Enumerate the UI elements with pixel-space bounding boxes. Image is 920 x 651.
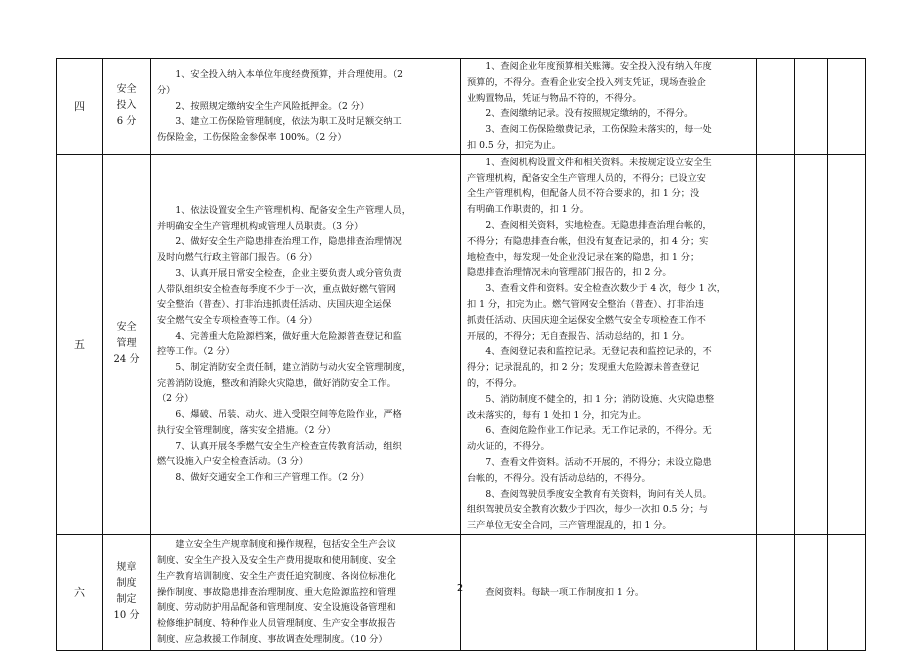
item-number: 六: [57, 534, 103, 650]
assessment-method: [461, 59, 757, 155]
content-line: 检修维护制度、特种作业人员管理制度、生产安全事故报告: [157, 617, 396, 629]
content-line: 1、依法设置安全生产管理机构、配备安全生产管理人员，: [175, 205, 411, 217]
method-line: 台帐的，不得分。没有活动总结的，不得分。: [467, 472, 651, 484]
item-title-line: 管理: [116, 338, 137, 350]
content-line: 2、按照规定缴纳安全生产风险抵押金。（2 分）: [175, 100, 370, 112]
content-line: 5、制定消防安全责任制，建立消防与动火安全管理制度，: [175, 362, 411, 374]
method-line: 动火证的，不得分。: [467, 441, 550, 453]
content-line: 7、认真开展冬季燃气安全生产检查宣传教育活动，组织: [175, 440, 402, 452]
method-line: 改未落实的，每有 1 处扣 1 分，扣完为止。: [467, 409, 647, 421]
content-line: 3、认真开展日常安全检查，企业主要负责人或分管负责: [175, 267, 402, 279]
assessment-method: [461, 534, 757, 650]
content-line: 分）: [157, 84, 176, 96]
item-title: [103, 534, 151, 650]
empty-score-cell: [757, 534, 795, 650]
content-line: 并明确安全生产管理机构或管理人员职责。（3 分）: [157, 220, 364, 232]
assessment-method: [461, 154, 757, 534]
method-line: 扣 0.5 分，扣完为止。: [467, 139, 561, 151]
method-line: 1、查阅企业年度预算相关账簿。安全投入没有纳入年度: [485, 61, 712, 72]
method-line: 业购置物品，凭证与物品不符的，不得分。: [467, 92, 642, 104]
content-line: 2、做好安全生产隐患排查治理工作，隐患排查治理情况: [175, 236, 402, 248]
content-line: 控等工作。（2 分）: [157, 346, 235, 358]
method-line: 2、查阅相关资料，实地检查。无隐患排查治理台帐的，: [485, 219, 712, 231]
item-title: [103, 154, 151, 534]
empty-score-cell: [757, 59, 795, 155]
method-line: 组织驾驶员安全教育次数少于四次，每少一次扣 0.5 分；与: [467, 504, 708, 516]
method-line: 抓责任活动、庆国庆迎全运保安全燃气安全专项检查工作不: [467, 314, 706, 326]
item-title-line: 安全: [116, 322, 137, 334]
empty-score-cell: [828, 154, 866, 534]
method-line: 产管理机构，配备安全生产管理人员的，不得分；已设立安: [467, 172, 706, 184]
method-line: 7、查看文件资料。活动不开展的，不得分；未设立隐患: [485, 456, 712, 468]
item-title-line: 规章: [116, 562, 137, 574]
method-line: 3、查看文件和资料。安全检查次数少于 4 次，每少 1 次，: [485, 283, 726, 295]
method-line: 8、查阅驾驶员季度安全教育有关资料，询问有关人员。: [485, 488, 712, 500]
content-line: 及时向燃气行政主管部门报告。（6 分）: [157, 252, 318, 264]
method-line: 6、查阅危险作业工作记录。无工作记录的，不得分。无: [485, 425, 712, 437]
content-line: 制度、应急救援工作制度、事故调查处理制度。（10 分）: [157, 633, 388, 645]
item-score: 6 分: [116, 116, 137, 128]
content-line: 执行安全管理制度，落实安全措施。（2 分）: [157, 424, 336, 436]
empty-score-cell: [757, 154, 795, 534]
content-line: 生产教育培训制度、安全生产责任追究制度、各岗位标准化: [157, 570, 396, 582]
content-line: 操作制度、事故隐患排查治理制度、重大危险源监控和管理: [157, 586, 396, 598]
item-title-line: 制度: [116, 578, 137, 590]
safety-assessment-table: [56, 58, 866, 651]
item-score: 24 分: [113, 354, 140, 366]
method-line: 开展的，不得分；无自查报告、活动总结的，扣 1 分。: [467, 330, 690, 342]
item-title-line: 投入: [116, 100, 137, 112]
content-line: 制度、劳动防护用品配备和管理制度、安全设施设备管理和: [157, 602, 396, 614]
method-line: 全生产管理机构，但配备人员不符合要求的，扣 1 分；没: [467, 188, 700, 200]
method-line: 4、查阅登记表和监控记录。无登记表和监控记录的，不: [485, 346, 712, 358]
method-line: 1、查阅机构设置文件和相关资料。未按规定设立安全生: [485, 156, 712, 168]
item-title-line: 安全: [116, 84, 137, 96]
empty-score-cell: [828, 534, 866, 650]
method-line: 3、查阅工伤保险缴费记录，工伤保险未落实的，每一处: [485, 124, 712, 136]
method-line: 有明确工作职责的，扣 1 分。: [467, 204, 589, 216]
empty-score-cell: [795, 59, 828, 155]
method-line: 扣 1 分，扣完为止。燃气管网安全整治（普查）、打非治违: [467, 298, 704, 310]
content-line: 安全燃气安全专项检查等工作。（4 分）: [157, 314, 318, 326]
item-score: 10 分: [113, 610, 140, 622]
content-line: 完善消防设施，整改和消除火灾隐患，做好消防安全工作。: [157, 377, 396, 389]
content-line: 4、完善重大危险源档案，做好重大危险源普查登记和监: [175, 330, 402, 342]
content-line: 燃气设施入户安全检查活动。（3 分）: [157, 456, 309, 468]
content-line: 建立安全生产规章制度和操作规程，包括安全生产会议: [175, 539, 396, 551]
empty-score-cell: [795, 534, 828, 650]
content-line: 3、建立工伤保险管理制度，依法为职工及时足额交纳工: [175, 116, 402, 128]
empty-score-cell: [828, 59, 866, 155]
item-title-line: 制定: [116, 594, 137, 606]
table-row: [57, 154, 866, 534]
method-line: 查阅资料。每缺一项工作制度扣 1 分。: [485, 586, 645, 598]
content-line: （2 分）: [157, 393, 194, 405]
method-line: 隐患排查治理情况未向管理部门报告的，扣 2 分。: [467, 267, 672, 279]
method-line: 地检查中，每发现一处企业没记录在案的隐患，扣 1 分；: [467, 251, 700, 263]
content-line: 伤保险金，工伤保险金参保率 100%。（2 分）: [157, 131, 347, 143]
item-number: 五: [57, 154, 103, 534]
table-row: [57, 59, 866, 155]
content-line: 1、安全投入纳入本单位年度经费预算，并合理使用。（2: [175, 69, 403, 81]
content-line: 人带队组织安全检查每季度不少于一次，重点做好燃气管网: [157, 283, 396, 295]
assessment-content: [151, 154, 461, 534]
method-line: 5、消防制度不健全的，扣 1 分；消防设施、火灾隐患整: [485, 393, 715, 405]
assessment-content: [151, 534, 461, 650]
content-line: 8、做好交通安全工作和三产管理工作。（2 分）: [175, 471, 370, 483]
content-line: 制度、安全生产投入及安全生产费用提取和使用制度、安全: [157, 555, 396, 567]
method-line: 2、查阅缴纳记录。没有按照规定缴纳的，不得分。: [485, 108, 694, 120]
method-line: 得分；记录混乱的，扣 2 分；发现重大危险源未普查登记: [467, 362, 700, 374]
assessment-content: [151, 59, 461, 155]
item-title: [103, 59, 151, 155]
method-line: 的，不得分。: [467, 377, 523, 389]
content-line: 安全整治（普查）、打非治违抓责任活动、庆国庆迎全运保: [157, 299, 392, 311]
empty-score-cell: [795, 154, 828, 534]
method-line: 预算的，不得分。查看企业安全投入列支凭证，现场查验企: [467, 76, 706, 88]
item-number: 四: [57, 59, 103, 155]
method-line: 不得分；有隐患排查台帐，但没有复查记录的，扣 4 分；实: [467, 235, 709, 247]
method-line: 三产单位无安全合同，三产管理混乱的，扣 1 分。: [467, 520, 672, 532]
content-line: 6、爆破、吊装、动火、进入受限空间等危险作业，严格: [175, 409, 402, 421]
page-number: 2: [456, 583, 464, 594]
